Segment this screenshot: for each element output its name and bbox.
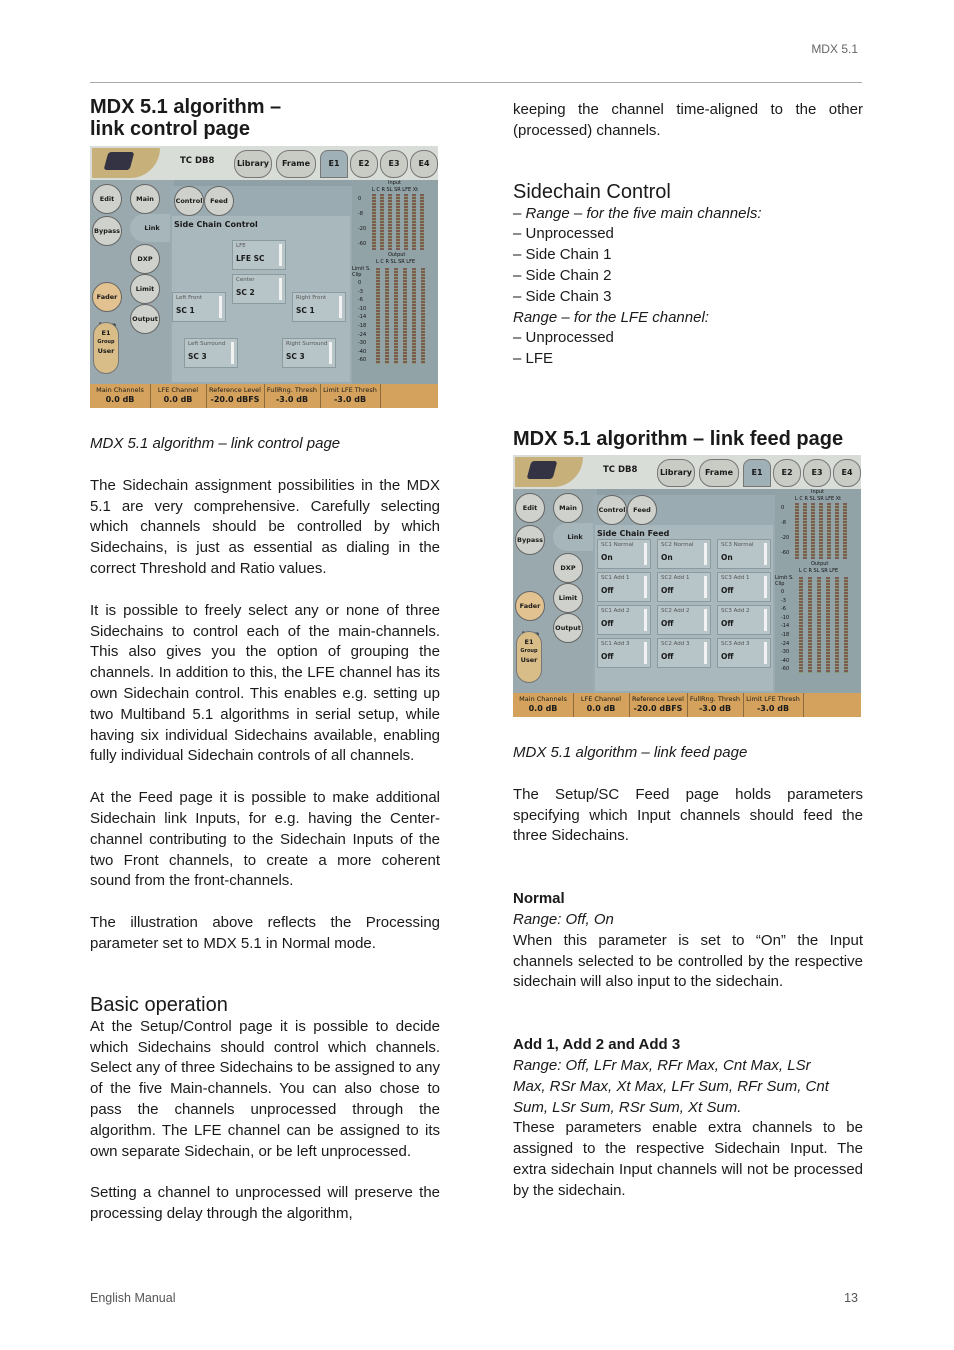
group-label: User bbox=[520, 655, 538, 664]
left-column bbox=[90, 96, 440, 1225]
input-meter-bar bbox=[412, 194, 416, 250]
scale-tick: -40 bbox=[358, 348, 367, 355]
scale-tick: -40 bbox=[781, 657, 790, 664]
scale-tick: -60 bbox=[781, 549, 790, 556]
field-scrollbar[interactable] bbox=[219, 296, 222, 318]
parameter-cell[interactable] bbox=[687, 693, 744, 717]
parameter-field[interactable] bbox=[232, 274, 286, 304]
group-label: User bbox=[97, 347, 115, 355]
input-meter-bar bbox=[420, 194, 424, 250]
scale-tick: -14 bbox=[358, 314, 367, 321]
field-scrollbar[interactable] bbox=[644, 642, 647, 664]
panel-title: Side Chain Control bbox=[174, 220, 258, 229]
parameter-field[interactable] bbox=[717, 605, 771, 635]
parameter-field[interactable] bbox=[657, 572, 711, 602]
list-item: – LFE bbox=[513, 349, 863, 370]
parameter-field[interactable] bbox=[717, 638, 771, 668]
parameter-bar bbox=[90, 384, 438, 408]
scale-tick: -14 bbox=[781, 623, 790, 630]
scale-tick: -8 bbox=[358, 211, 363, 217]
field-label: Right Front bbox=[296, 295, 327, 301]
input-meter-bar bbox=[811, 503, 815, 559]
parameter-cell[interactable] bbox=[206, 384, 265, 408]
list-item: – Unprocessed bbox=[513, 328, 863, 349]
subtab-feed[interactable]: Feed bbox=[204, 186, 234, 216]
input-meter-bar bbox=[835, 503, 839, 559]
parameter-cell[interactable] bbox=[90, 384, 151, 408]
button-edit[interactable]: Edit bbox=[515, 493, 545, 523]
field-value: Off bbox=[721, 585, 734, 595]
field-scrollbar[interactable] bbox=[764, 642, 767, 664]
field-scrollbar[interactable] bbox=[644, 609, 647, 631]
parameter-value: -3.0 dB bbox=[333, 395, 367, 404]
scale-tick: -8 bbox=[781, 519, 786, 526]
sidebar bbox=[513, 489, 597, 695]
tab-e1[interactable]: E1 bbox=[743, 459, 771, 487]
output-meter-bar bbox=[403, 268, 407, 364]
field-label: SC3 Add 1 bbox=[721, 574, 750, 581]
field-label: SC3 Add 3 bbox=[721, 640, 750, 647]
field-scrollbar[interactable] bbox=[704, 576, 707, 598]
parameter-label: LFE Channel bbox=[580, 694, 622, 703]
right-column bbox=[513, 100, 863, 1202]
parameter-field[interactable] bbox=[717, 572, 771, 602]
group-label: E1 bbox=[524, 637, 534, 646]
output-meter-bar bbox=[808, 577, 812, 673]
scale-tick: -60 bbox=[781, 666, 790, 673]
tab-e3[interactable]: E3 bbox=[380, 150, 408, 178]
figure-caption: MDX 5.1 algorithm – link feed page bbox=[513, 743, 748, 761]
field-scrollbar[interactable] bbox=[231, 342, 234, 364]
nav-output[interactable]: Output bbox=[130, 304, 160, 334]
field-scrollbar[interactable] bbox=[279, 244, 282, 266]
field-label: Left Front bbox=[176, 295, 203, 301]
paragraph: At the Setup/Control page it is possible to decide which Sidechains should control which channels. Select any of three Sidechains to be assigned to any of the five Main-channels. You can also chose to pass the channels unprocessed through the algorithm. The LFE channel can be assigned to its own separate Sidechain, or be left unprocessed. bbox=[90, 1017, 440, 1160]
field-label: SC3 Normal bbox=[721, 541, 754, 548]
nav-link[interactable]: Link bbox=[130, 214, 174, 242]
group-selector[interactable] bbox=[93, 322, 119, 374]
meter-output-channels: L C R SL SR LFE bbox=[376, 259, 416, 265]
field-scrollbar[interactable] bbox=[764, 543, 767, 565]
header-rule bbox=[90, 82, 862, 83]
nav-dxp[interactable]: DXP bbox=[553, 553, 583, 583]
nav-main[interactable]: Main bbox=[553, 493, 583, 523]
tc-logo bbox=[515, 457, 583, 487]
device-title: TC DB8 bbox=[180, 156, 215, 166]
tab-e4[interactable]: E4 bbox=[833, 459, 861, 487]
parameter-value: 0.0 dB bbox=[163, 395, 193, 404]
input-meter-bar bbox=[803, 503, 807, 559]
page-number: 13 bbox=[844, 1291, 858, 1305]
parameter-label: Limit LFE Thresh bbox=[746, 694, 800, 703]
scale-tick: -60 bbox=[358, 241, 367, 247]
button-fader-asgn[interactable]: Fader bbox=[515, 591, 545, 621]
level-meters bbox=[352, 180, 438, 386]
paragraph: The illustration above reflects the Processing parameter set to MDX 5.1 in Normal mode. bbox=[90, 914, 440, 952]
field-scrollbar[interactable] bbox=[704, 543, 707, 565]
meter-input-channels: L C R SL SR LFE Xt bbox=[795, 495, 842, 502]
paragraph: keeping the channel time-aligned to the other (processed) channels. bbox=[513, 101, 863, 139]
scale-tick: 0 bbox=[358, 196, 362, 202]
parameter-field[interactable] bbox=[232, 240, 286, 270]
parameter-value: -20.0 dBFS bbox=[210, 395, 260, 404]
top-bar bbox=[513, 455, 861, 489]
normal-range: Range: Off, On bbox=[513, 910, 614, 928]
parameter-field[interactable] bbox=[657, 605, 711, 635]
field-scrollbar[interactable] bbox=[764, 576, 767, 598]
panel-body bbox=[595, 525, 773, 691]
nav-limit[interactable]: Limit bbox=[553, 583, 583, 613]
parameter-field[interactable] bbox=[172, 292, 226, 322]
tab-frame[interactable]: Frame bbox=[699, 459, 739, 487]
field-scrollbar[interactable] bbox=[704, 642, 707, 664]
parameter-value: 0.0 dB bbox=[528, 703, 558, 713]
list-item: – Side Chain 2 bbox=[513, 266, 863, 287]
parameter-cell[interactable] bbox=[743, 693, 804, 717]
panel-body bbox=[172, 216, 350, 382]
field-value: On bbox=[721, 552, 733, 562]
parameter-field[interactable] bbox=[717, 539, 771, 569]
nav-dxp[interactable]: DXP bbox=[130, 244, 160, 274]
scale-tick: -18 bbox=[781, 631, 790, 638]
subtab-control[interactable]: Control bbox=[174, 186, 204, 216]
main-range-list bbox=[513, 224, 863, 307]
parameter-cell[interactable] bbox=[513, 693, 574, 717]
scale-tick: -20 bbox=[358, 226, 367, 232]
parameter-value: -3.0 dB bbox=[275, 395, 309, 404]
paragraph: These parameters enable extra channels to be assigned to the respective Sidechain Input. The extra sidechain Input channels will not be processed by the sidechain. bbox=[513, 1119, 863, 1199]
link-control-screenshot bbox=[90, 146, 438, 408]
field-scrollbar[interactable] bbox=[329, 342, 332, 364]
button-edit[interactable]: Edit bbox=[92, 184, 122, 214]
field-label: SC1 Add 1 bbox=[601, 574, 630, 581]
paragraph: When this parameter is set to “On” the Input channels selected to be controlled by the respective sidechain will also input to the sidechain. bbox=[513, 931, 863, 991]
field-label: Center bbox=[236, 277, 255, 283]
field-label: Right Surround bbox=[286, 341, 328, 347]
parameter-label: Limit LFE Thresh bbox=[323, 386, 377, 394]
input-meter-bar bbox=[819, 503, 823, 559]
input-meter-bar bbox=[404, 194, 408, 250]
meter-input-label: Input bbox=[811, 488, 824, 495]
parameter-field[interactable] bbox=[657, 539, 711, 569]
add-heading: Add 1, Add 2 and Add 3 bbox=[513, 1036, 681, 1054]
running-title: MDX 5.1 bbox=[811, 42, 858, 56]
list-item: – Side Chain 3 bbox=[513, 287, 863, 308]
input-meter-bar bbox=[372, 194, 376, 250]
group-label: Group bbox=[97, 339, 115, 345]
field-scrollbar[interactable] bbox=[764, 609, 767, 631]
tab-e2[interactable]: E2 bbox=[773, 459, 801, 487]
field-value: SC 3 bbox=[286, 352, 305, 361]
button-bypass[interactable]: Bypass bbox=[92, 216, 122, 246]
field-value: SC 3 bbox=[188, 352, 207, 361]
tab-e1[interactable]: E1 bbox=[320, 150, 348, 178]
nav-main[interactable]: Main bbox=[130, 184, 160, 214]
scale-tick: -24 bbox=[781, 640, 790, 647]
field-value: Off bbox=[601, 651, 614, 661]
meter-output-channels: L C R SL SR LFE bbox=[799, 567, 839, 574]
subtab-feed[interactable]: Feed bbox=[627, 495, 657, 525]
field-value: SC 2 bbox=[236, 288, 255, 297]
field-value: Off bbox=[601, 585, 614, 595]
parameter-cell[interactable] bbox=[573, 693, 630, 717]
field-value: Off bbox=[721, 651, 734, 661]
group-label: E1 bbox=[101, 329, 111, 337]
parameter-value: -3.0 dB bbox=[698, 703, 732, 713]
sidechain-control-heading: Sidechain Control bbox=[513, 180, 671, 203]
field-label: Left Surround bbox=[188, 341, 226, 347]
field-label: SC2 Add 2 bbox=[661, 607, 690, 614]
field-value: SC 1 bbox=[176, 306, 195, 315]
group-label: Group bbox=[520, 647, 538, 654]
parameter-field[interactable] bbox=[597, 572, 651, 602]
tab-frame[interactable]: Frame bbox=[276, 150, 316, 178]
output-meter-bar bbox=[394, 268, 398, 364]
panel bbox=[170, 186, 352, 384]
sidebar bbox=[90, 180, 174, 386]
range-lfe-label: Range – for the LFE channel: bbox=[513, 308, 709, 326]
input-meter-bar bbox=[827, 503, 831, 559]
output-meter-bar bbox=[385, 268, 389, 364]
output-meter-bar bbox=[412, 268, 416, 364]
tab-e2[interactable]: E2 bbox=[350, 150, 378, 178]
scale-tick: -10 bbox=[781, 614, 790, 621]
scale-tick: -6 bbox=[358, 297, 363, 304]
button-bypass[interactable]: Bypass bbox=[515, 525, 545, 555]
paragraph: It is possible to freely select any or none of three Sidechains to control each of the main-channels. This also gives you the option of grouping the channels. In addition to this, the LFE channel has its own Sidechain control. This enables e.g. setting up two Multiband 5.1 algorithms in serial setup, while having six individual Sidechains available, enabling fully individual Sidechain controls of all channels. bbox=[90, 601, 440, 765]
parameter-value: 0.0 dB bbox=[586, 703, 616, 713]
field-label: SC2 Add 1 bbox=[661, 574, 690, 581]
section-heading-link-control bbox=[90, 96, 440, 140]
tab-e4[interactable]: E4 bbox=[410, 150, 438, 178]
parameter-label: LFE Channel bbox=[157, 386, 199, 394]
parameter-label: FullRng. Thresh bbox=[266, 386, 318, 394]
parameter-value: -20.0 dBFS bbox=[633, 703, 683, 713]
parameter-label: Reference Level bbox=[632, 694, 684, 703]
panel bbox=[593, 495, 775, 693]
meter-input-label: Input bbox=[388, 180, 401, 186]
parameter-field[interactable] bbox=[282, 338, 336, 368]
scale-tick: -3 bbox=[781, 597, 786, 604]
scale-tick: 0 bbox=[781, 588, 785, 595]
scale-tick: -24 bbox=[358, 331, 367, 338]
device-icon bbox=[104, 152, 135, 170]
meter-limit-label: Limit S. Clip bbox=[775, 574, 794, 587]
list-item: – Unprocessed bbox=[513, 224, 863, 245]
field-label: LFE bbox=[236, 243, 246, 249]
section-heading-link-feed: MDX 5.1 algorithm – link feed page bbox=[513, 427, 844, 450]
scale-tick: -30 bbox=[358, 340, 367, 347]
button-fader-asgn[interactable]: Fader bbox=[92, 282, 122, 312]
parameter-cell[interactable] bbox=[150, 384, 207, 408]
parameter-field[interactable] bbox=[657, 638, 711, 668]
field-value: Off bbox=[661, 618, 674, 628]
heading-line-2: link control page bbox=[90, 118, 251, 140]
field-value: SC 1 bbox=[296, 306, 315, 315]
nav-link[interactable]: Link bbox=[553, 523, 597, 551]
parameter-value: -3.0 dB bbox=[756, 703, 790, 713]
heading-line-1: MDX 5.1 algorithm – bbox=[90, 96, 282, 118]
nav-output[interactable]: Output bbox=[553, 613, 583, 643]
output-meter-bar bbox=[826, 577, 830, 673]
panel-title: Side Chain Feed bbox=[597, 528, 670, 538]
add-range: Range: Off, LFr Max, RFr Max, Cnt Max, LSr Max, RSr Max, Xt Max, LFr Sum, RFr Sum, Cnt Sum, LSr Sum, RSr Sum, Xt Sum. bbox=[513, 1056, 829, 1116]
scale-tick: -20 bbox=[781, 534, 790, 541]
input-meter-bar bbox=[388, 194, 392, 250]
field-scrollbar[interactable] bbox=[644, 576, 647, 598]
scale-tick: -18 bbox=[358, 323, 367, 329]
scale-tick: -6 bbox=[781, 606, 786, 613]
parameter-value: 0.0 dB bbox=[105, 395, 135, 404]
parameter-field[interactable] bbox=[597, 605, 651, 635]
parameter-label: Reference Level bbox=[209, 386, 261, 394]
parameter-cell[interactable] bbox=[264, 384, 321, 408]
output-meter-bar bbox=[799, 577, 803, 673]
paragraph: Setting a channel to unprocessed will preserve the processing delay through the algorithm, bbox=[90, 1184, 440, 1223]
paragraph: At the Feed page it is possible to make additional Sidechain link Inputs, for e.g. having the Center-channel contributing to the Sidechain Inputs of the two Front channels, to create a more coherent sound from the front-channels. bbox=[90, 789, 440, 890]
field-value: Off bbox=[721, 618, 734, 628]
input-meter-bar bbox=[380, 194, 384, 250]
field-scrollbar[interactable] bbox=[644, 543, 647, 565]
field-value: On bbox=[601, 552, 613, 562]
field-value: LFE SC bbox=[236, 254, 265, 263]
field-scrollbar[interactable] bbox=[704, 609, 707, 631]
output-meter-bar bbox=[376, 268, 380, 364]
tab-library[interactable]: Library bbox=[234, 150, 272, 178]
field-value: Off bbox=[601, 618, 614, 628]
level-meters bbox=[775, 489, 861, 695]
device-icon bbox=[527, 461, 558, 479]
lfe-range-list bbox=[513, 328, 863, 370]
output-meter-bar bbox=[817, 577, 821, 673]
meter-output-label: Output bbox=[388, 252, 406, 258]
subtab-control[interactable]: Control bbox=[597, 495, 627, 525]
field-value: Off bbox=[661, 651, 674, 661]
field-label: SC2 Add 3 bbox=[661, 640, 690, 647]
parameter-label: FullRng. Thresh bbox=[689, 694, 741, 703]
link-feed-screenshot bbox=[513, 455, 861, 717]
parameter-label: Main Channels bbox=[96, 386, 144, 394]
paragraph: The Setup/SC Feed page holds parameters specifying which Input channels should feed the three Sidechains. bbox=[513, 785, 863, 845]
group-selector[interactable] bbox=[516, 631, 542, 683]
field-label: SC1 Add 2 bbox=[601, 607, 630, 614]
nav-limit[interactable]: Limit bbox=[130, 274, 160, 304]
tab-library[interactable]: Library bbox=[657, 459, 695, 487]
parameter-cell[interactable] bbox=[320, 384, 381, 408]
meter-output-label: Output bbox=[811, 560, 829, 567]
input-meter-bar bbox=[843, 503, 847, 559]
top-bar bbox=[90, 146, 438, 180]
field-label: SC3 Add 2 bbox=[721, 607, 750, 614]
meter-limit-label: Limit S. Clip bbox=[352, 266, 371, 278]
device-title: TC DB8 bbox=[603, 464, 638, 475]
field-label: SC2 Normal bbox=[661, 541, 694, 548]
scale-tick: -30 bbox=[781, 649, 790, 656]
parameter-field[interactable] bbox=[597, 638, 651, 668]
parameter-field[interactable] bbox=[597, 539, 651, 569]
tab-e3[interactable]: E3 bbox=[803, 459, 831, 487]
list-item: – Side Chain 1 bbox=[513, 245, 863, 266]
field-scrollbar[interactable] bbox=[279, 278, 282, 300]
parameter-label: Main Channels bbox=[519, 694, 567, 703]
scale-tick: 0 bbox=[781, 504, 785, 511]
footer-left: English Manual bbox=[90, 1291, 176, 1305]
scale-tick: 0 bbox=[358, 280, 362, 286]
parameter-cell[interactable] bbox=[629, 693, 688, 717]
figure-caption: MDX 5.1 algorithm – link control page bbox=[90, 435, 341, 452]
input-meter-bar bbox=[396, 194, 400, 250]
parameter-field[interactable] bbox=[292, 292, 346, 322]
parameter-bar bbox=[513, 693, 861, 717]
range-main-label: – Range – for the five main channels: bbox=[513, 204, 863, 225]
field-label: SC1 Add 3 bbox=[601, 640, 630, 647]
field-value: Off bbox=[661, 585, 674, 595]
output-meter-bar bbox=[835, 577, 839, 673]
basic-operation-heading: Basic operation bbox=[90, 993, 228, 1016]
field-scrollbar[interactable] bbox=[339, 296, 342, 318]
field-label: SC1 Normal bbox=[601, 541, 634, 548]
tc-logo bbox=[92, 148, 160, 178]
scale-tick: -10 bbox=[358, 305, 367, 312]
parameter-field[interactable] bbox=[184, 338, 238, 368]
output-meter-bar bbox=[844, 577, 848, 673]
output-meter-bar bbox=[421, 268, 425, 364]
scale-tick: -3 bbox=[358, 288, 363, 295]
field-value: On bbox=[661, 552, 673, 562]
meter-input-channels: L C R SL SR LFE Xt bbox=[372, 187, 419, 193]
normal-heading: Normal bbox=[513, 890, 565, 908]
paragraph: The Sidechain assignment possibilities in the MDX 5.1 are very comprehensive. Carefully selecting which channels should be controlled by which Sidechains, is just as essential as dialing in the correct Threshold and Ratio values. bbox=[90, 476, 440, 577]
scale-tick: -60 bbox=[358, 357, 367, 364]
input-meter-bar bbox=[795, 503, 799, 559]
